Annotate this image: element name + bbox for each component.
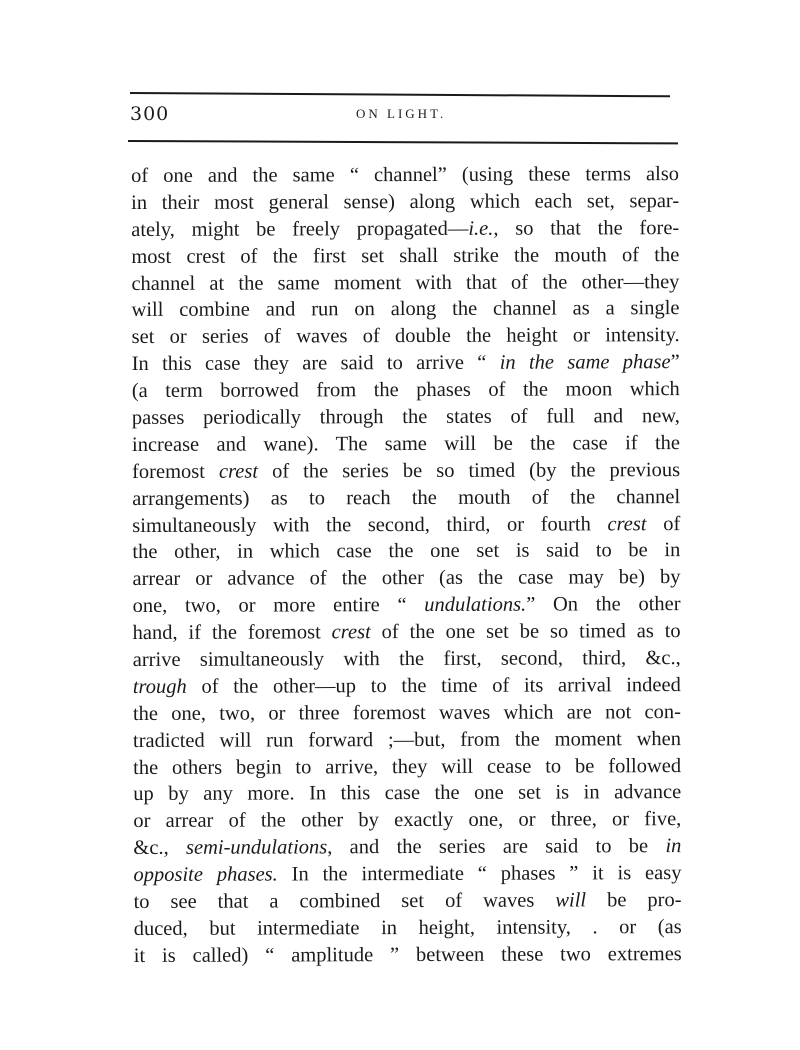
text-line xyxy=(131,215,679,244)
text-line xyxy=(132,403,680,432)
text-line xyxy=(133,699,681,728)
text-line xyxy=(131,296,679,325)
text-run: to see that a combined set of waves xyxy=(133,889,556,914)
text-run: simultaneously with the second, third, or fourth xyxy=(132,512,608,537)
text-run: of the other—up to the time of its arrival indeed xyxy=(186,674,681,698)
text-run: , and the series are said to be xyxy=(327,835,666,859)
text-line xyxy=(133,833,681,862)
italic-run: trough xyxy=(132,675,187,698)
text-run: tradicted will run forward ;—but, from the moment when xyxy=(132,727,682,752)
text-run: in their most general sense) along which each set, separ- xyxy=(131,189,680,214)
text-run: , so that the fore- xyxy=(493,216,680,240)
text-line xyxy=(133,591,681,620)
text-run: the one, two, or three foremost waves which are not con- xyxy=(132,700,681,725)
italic-run: i.e. xyxy=(468,217,494,240)
text-run: one, two, or more entire “ xyxy=(132,594,425,618)
text-run: ” On the other xyxy=(526,593,681,616)
text-run: of the series be so timed (by the previous xyxy=(258,458,681,483)
text-run: In the intermediate “ phases ” it is easy xyxy=(277,862,682,886)
text-line xyxy=(132,511,680,540)
text-run: arrangements) as to reach the mouth of the channel xyxy=(132,485,681,510)
text-line xyxy=(133,806,681,835)
text-line xyxy=(131,242,679,271)
text-run: &c., xyxy=(133,837,187,860)
text-run: passes periodically through the states of full and new, xyxy=(131,405,680,430)
text-line xyxy=(132,457,680,486)
text-line xyxy=(132,484,680,513)
text-run: most crest of the first set shall strike the mouth of the xyxy=(131,243,680,268)
text-run: channel at the same moment with that of the other—they xyxy=(131,270,680,295)
text-run: of one and the same “ channel” (using these terms also xyxy=(131,163,680,187)
text-run: up by any more. In this case the one set is in advance xyxy=(133,781,682,806)
text-run: will combine and run on along the channel as a single xyxy=(131,297,680,322)
italic-run: will xyxy=(555,889,587,912)
text-line xyxy=(133,753,681,782)
italic-run: crest xyxy=(218,460,259,483)
text-run: or arrear of the other by exactly one, or three, or five, xyxy=(133,808,682,833)
text-line xyxy=(133,672,681,701)
text-run: set or series of waves of double the height or intensity. xyxy=(131,324,680,349)
text-line xyxy=(133,780,681,809)
text-run: increase and wane). The same will be the case if the xyxy=(131,431,681,456)
text-run: hand, if the foremost xyxy=(132,621,332,645)
text-line xyxy=(131,161,679,190)
text-line xyxy=(132,430,680,459)
text-line xyxy=(133,860,681,889)
text-run: of xyxy=(646,512,681,535)
text-line xyxy=(134,887,682,916)
text-run: arrive simultaneously with the first, second, third, &c., xyxy=(132,647,681,672)
text-line xyxy=(134,914,682,943)
text-line xyxy=(133,726,681,755)
italic-run: semi-undulations xyxy=(185,836,328,860)
text-run: arrear or advance of the other (as the case may be) by xyxy=(132,566,681,591)
text-run: the other, in which case the one set is said to be in xyxy=(132,539,681,564)
text-run: it is called) “ amplitude ” between these two extremes xyxy=(133,942,682,967)
header-rule-top xyxy=(130,92,670,97)
italic-run: crest xyxy=(607,512,647,535)
text-line xyxy=(132,376,680,405)
italic-run: crest xyxy=(331,621,371,644)
text-line xyxy=(131,188,679,217)
text-run: duced, but intermediate in height, intensity, . or (as xyxy=(133,916,682,940)
text-run: be pro- xyxy=(586,889,682,912)
body-text xyxy=(131,161,682,970)
italic-run: in the same phase xyxy=(499,351,671,374)
running-head: ON LIGHT. xyxy=(356,106,447,121)
text-line xyxy=(133,618,681,647)
italic-run: undulations. xyxy=(424,593,527,617)
text-run: In this case they are said to arrive “ xyxy=(131,351,500,376)
text-run: of the one set be so timed as to xyxy=(370,620,681,644)
text-line xyxy=(132,349,680,378)
text-line xyxy=(134,941,682,970)
text-line xyxy=(131,269,679,298)
text-run: ” xyxy=(670,351,680,374)
text-line xyxy=(132,322,680,351)
text-line xyxy=(132,538,680,567)
italic-run: in xyxy=(665,835,682,858)
page-number: 300 xyxy=(130,103,170,125)
text-line xyxy=(132,564,680,593)
italic-run: opposite phases. xyxy=(133,863,278,887)
text-run: foremost xyxy=(132,460,219,483)
text-line xyxy=(133,645,681,674)
header-rule-bottom xyxy=(128,140,678,144)
text-run: (a term borrowed from the phases of the moon which xyxy=(131,378,680,403)
text-run: the others begin to arrive, they will cease to be followed xyxy=(133,754,682,779)
text-run: ately, might be freely propagated— xyxy=(131,217,469,241)
